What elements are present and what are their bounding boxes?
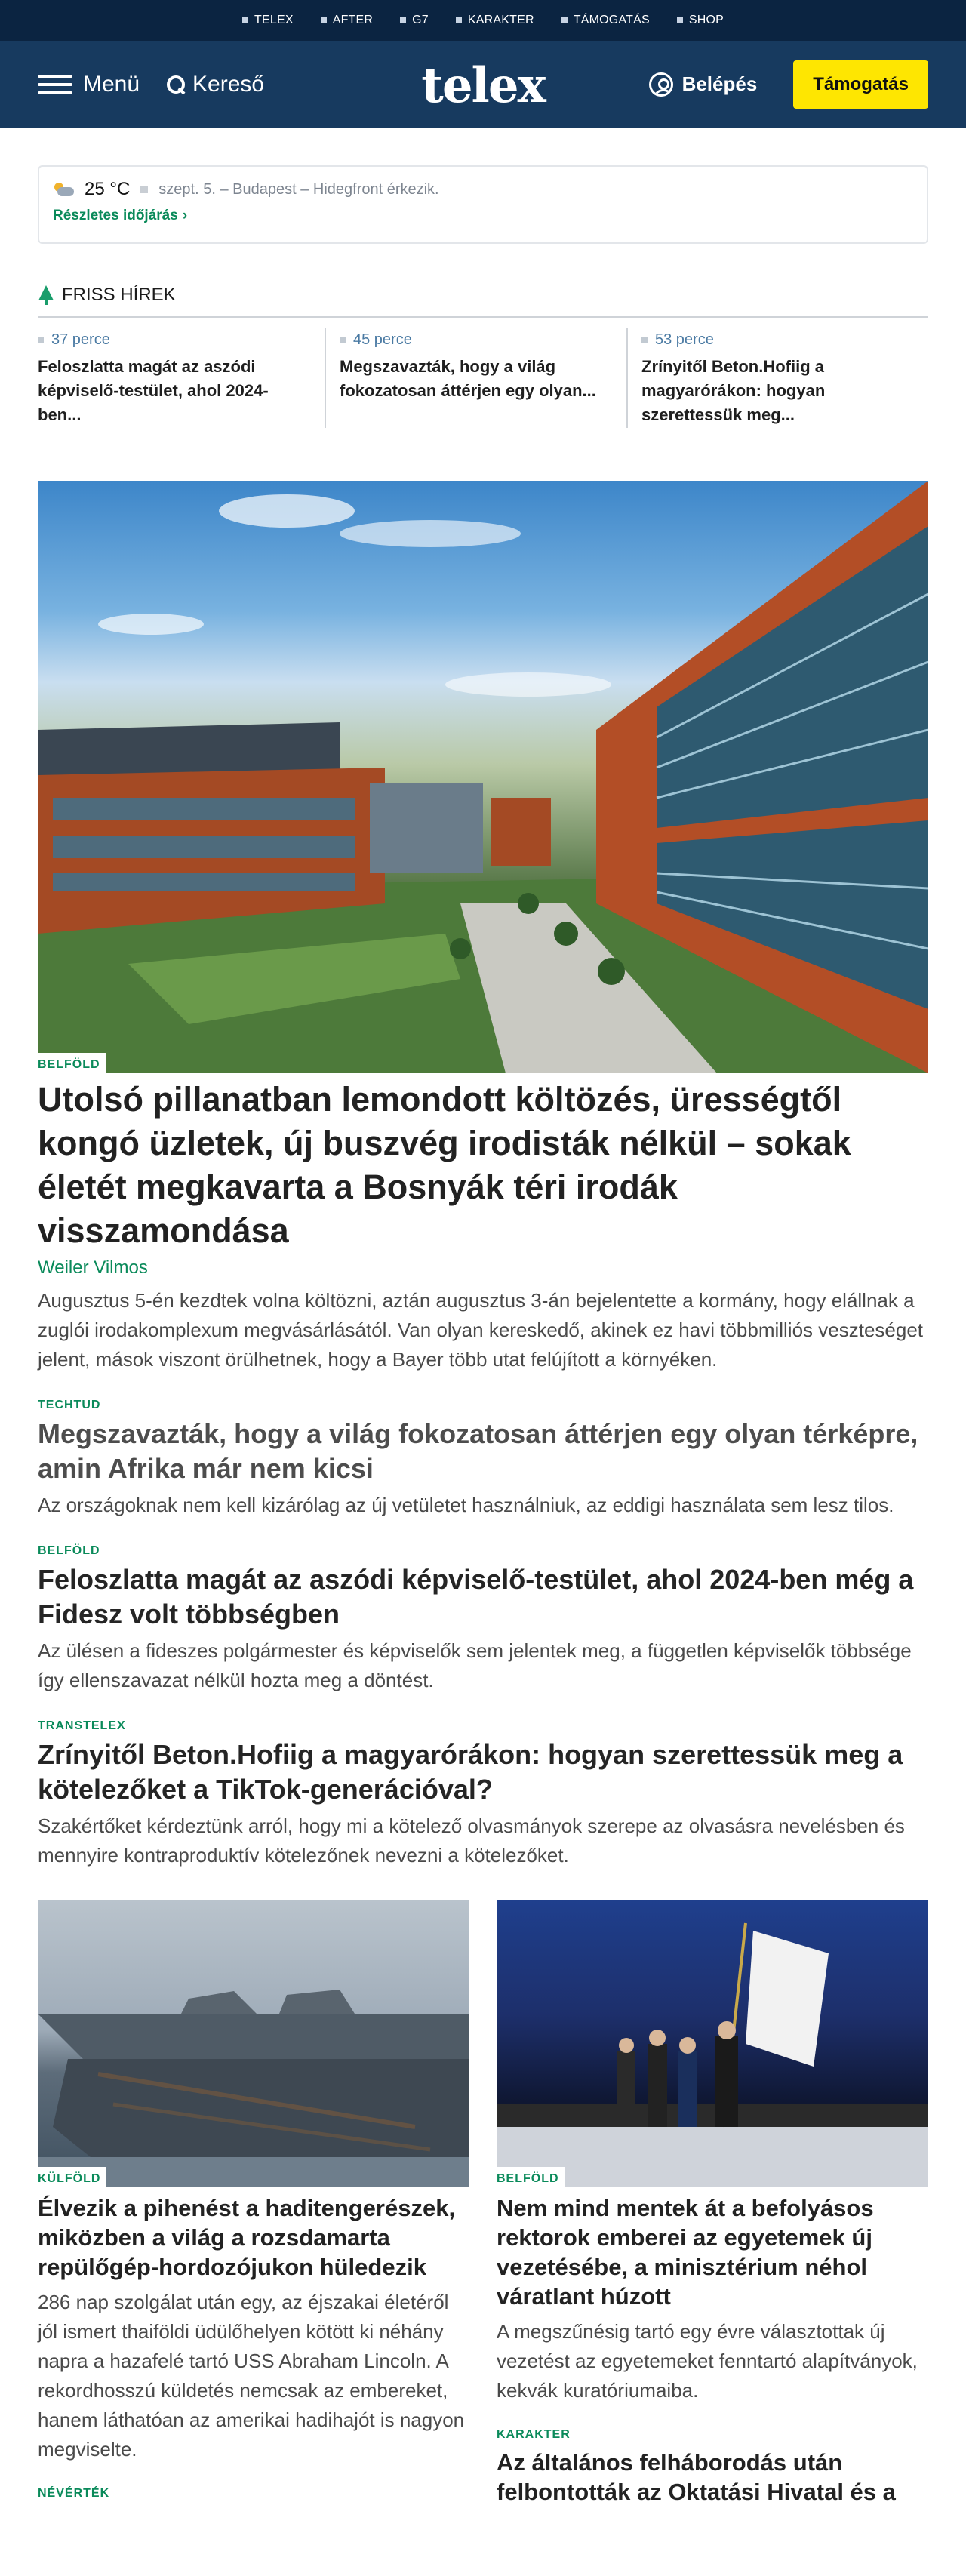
square-bullet-icon <box>242 17 248 23</box>
news-title[interactable]: Zrínyitől Beton.Hofiig a magyarórákon: hogyan szerettessük meg... <box>641 357 826 424</box>
topnav-item-tamogatas[interactable] <box>561 14 650 27</box>
story-category-tag[interactable]: TECHTUD <box>38 1399 101 1411</box>
aircraft-carrier-illustration <box>38 1900 469 2187</box>
partly-cloudy-icon <box>53 181 74 198</box>
story-lead: Az országoknak nem kell kizárólag az új vetületet használniuk, az eddigi használata sem lesz tilos. <box>38 1494 894 1516</box>
topnav-item-telex[interactable] <box>242 14 294 27</box>
square-bullet-icon <box>321 17 327 23</box>
topnav-label: TELEX <box>254 14 294 26</box>
tree-icon <box>38 285 54 305</box>
weather-detail-link[interactable] <box>53 208 913 224</box>
story-title[interactable]: Megszavazták, hogy a világ fokozatosan áttérjen egy olyan térképre, amin Afrika már nem kicsi <box>38 1418 918 1484</box>
story-item <box>38 1719 928 1870</box>
weather-text: szept. 5. – Budapest – Hidegfront érkezik. <box>158 180 439 198</box>
list-item[interactable] <box>325 328 626 428</box>
login-button[interactable] <box>649 72 758 97</box>
story-lead: Szakértőket kérdeztünk arról, hogy mi a kötelező olvasmányok szerepe az olvasásra nevelésben és mennyire kontraproduktív kötelezőnek nevezni a kötelezőket. <box>38 1814 905 1867</box>
square-bullet-icon <box>456 17 462 23</box>
story-card <box>38 1900 469 2507</box>
topnav-label: KARAKTER <box>467 14 534 26</box>
hero-category-tag[interactable]: BELFÖLD <box>38 1053 106 1073</box>
story-lead: 286 nap szolgálat után egy, az éjszakai életéről jól ismert thaiföldi üdülőhelyen kötött ki néhány napra a hazafelé tartó USS Abraham Lincoln. A rekordhosszú küldetés nemcsak az embereket, hanem láthatóan az amerikai hadihajót is nagyon megviselte. <box>38 2291 465 2461</box>
square-bullet-icon <box>38 337 44 343</box>
weather-widget <box>38 165 928 244</box>
story-item <box>38 1399 928 1520</box>
site-header <box>0 41 966 128</box>
story-category-tag[interactable]: BELFÖLD <box>497 2167 565 2187</box>
temperature: 25 °C <box>85 179 131 199</box>
news-title[interactable]: Feloszlatta magát az aszódi képviselő-testület, ahol 2024-ben... <box>38 357 269 424</box>
square-bullet-icon <box>140 186 148 193</box>
news-time: 45 perce <box>353 331 412 348</box>
square-bullet-icon <box>400 17 406 23</box>
story-category-tag[interactable]: TRANSTELEX <box>38 1719 126 1732</box>
hamburger-icon <box>38 75 72 94</box>
story-card <box>497 1900 928 2507</box>
story-item <box>38 1544 928 1695</box>
list-item[interactable] <box>626 328 928 428</box>
story-category-tag[interactable]: NÉVÉRTÉK <box>38 2487 110 2500</box>
topnav-label: SHOP <box>688 14 724 26</box>
latest-news-label: FRISS HÍREK <box>62 285 176 305</box>
story-image[interactable] <box>38 1900 469 2187</box>
hero-image[interactable] <box>38 481 928 1073</box>
story-category-tag[interactable]: KÜLFÖLD <box>38 2167 106 2187</box>
square-bullet-icon <box>641 337 648 343</box>
menu-label: Menü <box>83 71 140 97</box>
story-title[interactable]: Feloszlatta magát az aszódi képviselő-testület, ahol 2024-ben még a Fidesz volt többségben <box>38 1564 914 1630</box>
story-title[interactable]: Az általános felháborodás után felbontották az Oktatási Hivatal és a <box>497 2449 896 2505</box>
story-category-tag[interactable]: BELFÖLD <box>38 1544 100 1557</box>
story-category-tag[interactable]: KARAKTER <box>497 2428 571 2441</box>
hero-author[interactable]: Weiler Vilmos <box>38 1257 148 1278</box>
news-time: 53 perce <box>655 331 714 348</box>
story-title[interactable]: Nem mind mentek át a befolyásos rektorok emberei az egyetemek új vezetésébe, a minisztérium néhol váratlant húzott <box>497 2195 874 2310</box>
office-buildings-illustration <box>38 481 928 1073</box>
chevron-right-icon: › <box>182 208 188 223</box>
topnav-item-after[interactable] <box>321 14 373 27</box>
top-navigation <box>0 0 966 41</box>
topnav-label: TÁMOGATÁS <box>573 14 650 26</box>
topnav-item-karakter[interactable] <box>456 14 534 27</box>
news-time: 37 perce <box>51 331 110 348</box>
search-icon <box>167 75 185 94</box>
topnav-item-shop[interactable] <box>677 14 724 27</box>
story-title[interactable]: Élvezik a pihenést a haditengerészek, miközben a világ a rozsdamarta repülőgép-hordozójukon hüledezik <box>38 2195 456 2280</box>
hero-lead: Augusztus 5-én kezdtek volna költözni, aztán augusztus 3-án bejelentette a kormány, hogy elállnak a zuglói irodakomplexum megvásárlásától. Van olyan kereskedő, akinek ez havi többmilliós veszteséget jelent, mások viszont örülhetnek, hogy a Bayer több utat felújított a környéken. <box>38 1289 924 1371</box>
latest-news-list <box>38 328 928 428</box>
ceremony-illustration <box>497 1900 928 2187</box>
square-bullet-icon <box>677 17 683 23</box>
login-label: Belépés <box>681 72 758 95</box>
hero-title[interactable]: Utolsó pillanatban lemondott költözés, ürességtől kongó üzletek, új buszvég irodisták nélkül – sokak életét megkavarta a Bosnyák téri irodák visszamondása <box>38 1080 851 1250</box>
story-image[interactable] <box>497 1900 928 2187</box>
search-button[interactable] <box>167 72 264 97</box>
story-title[interactable]: Zrínyitől Beton.Hofiig a magyarórákon: hogyan szerettessük meg a kötelezőket a TikTok-generációval? <box>38 1739 903 1805</box>
weather-detail-label: Részletes időjárás <box>53 208 178 223</box>
site-logo[interactable]: telex <box>421 57 545 114</box>
user-icon <box>649 72 673 97</box>
topnav-label: G7 <box>412 14 429 26</box>
square-bullet-icon <box>340 337 346 343</box>
story-lead: A megszűnésig tartó egy évre választottak új vezetést az egyetemeket fenntartó alapítványok, kekvák kuratóriumaiba. <box>497 2320 918 2402</box>
news-title[interactable]: Megszavazták, hogy a világ fokozatosan áttérjen egy olyan... <box>340 357 596 400</box>
story-lead: Az ülésen a fideszes polgármester és képviselők sem jelentek meg, a független képviselők többsége így ellenszavazat nélkül hozta meg a döntést. <box>38 1639 912 1691</box>
square-bullet-icon <box>561 17 568 23</box>
topnav-label: AFTER <box>332 14 374 26</box>
search-label: Kereső <box>192 71 265 97</box>
support-button[interactable]: Támogatás <box>793 60 928 109</box>
topnav-item-g7[interactable] <box>400 14 429 27</box>
latest-news-heading <box>38 285 928 318</box>
menu-button[interactable] <box>38 72 140 97</box>
list-item[interactable] <box>38 328 325 428</box>
two-column-stories <box>38 1900 928 2507</box>
